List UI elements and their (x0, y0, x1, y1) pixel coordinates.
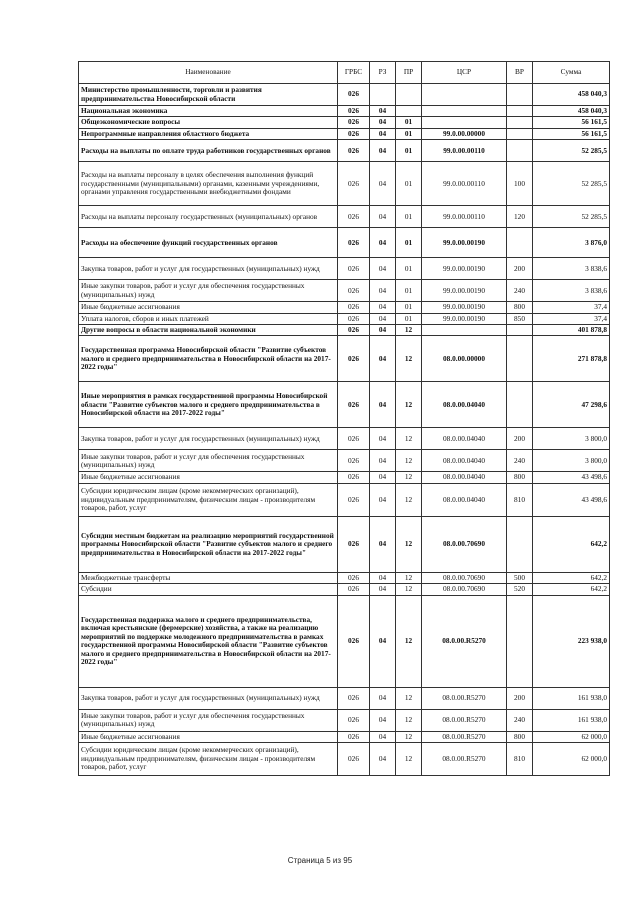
cell-name: Субсидии юридическим лицам (кроме некоммерческих организаций), индивидуальным предпринимателям, физическим лицам - производителям товаров, работ, услуг (79, 743, 338, 776)
cell-grbs: 026 (338, 743, 370, 776)
cell-sum: 52 285,5 (533, 206, 610, 228)
cell-vr: 240 (507, 280, 533, 302)
cell-sum: 3 876,0 (533, 228, 610, 258)
cell-grbs: 026 (338, 336, 370, 382)
cell-sum: 52 285,5 (533, 162, 610, 206)
table-row (79, 516, 610, 572)
cell-csr: 99.0.00.00190 (422, 258, 507, 280)
table-row (79, 428, 610, 450)
cell-vr (507, 595, 533, 687)
cell-pr: 12 (396, 325, 422, 336)
cell-pr: 12 (396, 584, 422, 595)
cell-vr (507, 516, 533, 572)
cell-csr: 08.0.00.04040 (422, 428, 507, 450)
cell-pr: 01 (396, 313, 422, 324)
cell-rz: 04 (370, 302, 396, 313)
table-row (79, 450, 610, 472)
table-row (79, 162, 610, 206)
cell-pr: 12 (396, 336, 422, 382)
cell-csr: 08.0.00.R5270 (422, 687, 507, 709)
cell-csr (422, 84, 507, 106)
cell-grbs: 026 (338, 450, 370, 472)
cell-grbs: 026 (338, 483, 370, 516)
cell-vr: 200 (507, 258, 533, 280)
cell-pr (396, 84, 422, 106)
header-vr: ВР (507, 62, 533, 84)
cell-name: Национальная экономика (79, 106, 338, 117)
cell-name: Иные закупки товаров, работ и услуг для обеспечения государственных (муниципальных) нужд (79, 280, 338, 302)
table-header-row (79, 62, 610, 84)
cell-rz: 04 (370, 687, 396, 709)
cell-rz: 04 (370, 516, 396, 572)
cell-pr: 12 (396, 450, 422, 472)
cell-sum: 642,2 (533, 584, 610, 595)
page-number: Страница 5 из 95 (287, 856, 353, 865)
cell-vr (507, 84, 533, 106)
cell-name: Государственная поддержка малого и среднего предпринимательства, включая крестьянские (фермерские) хозяйства, а также на реализацию мероприятий по поддержке молодежного предпринимательства в рамках государственной программы Новосибирской области "Развитие субъектов малого и среднего предпринимательства в Новосибирской области на 2017-2022 годы" (79, 595, 338, 687)
cell-vr: 800 (507, 302, 533, 313)
cell-grbs: 026 (338, 206, 370, 228)
cell-rz: 04 (370, 258, 396, 280)
cell-grbs: 026 (338, 140, 370, 162)
table-row (79, 743, 610, 776)
table-row (79, 140, 610, 162)
cell-csr: 99.0.00.00190 (422, 228, 507, 258)
cell-pr: 12 (396, 472, 422, 483)
table-row (79, 572, 610, 583)
cell-sum: 43 498,6 (533, 472, 610, 483)
cell-sum: 223 938,0 (533, 595, 610, 687)
cell-sum: 3 838,6 (533, 258, 610, 280)
table-row (79, 731, 610, 742)
cell-grbs: 026 (338, 106, 370, 117)
cell-csr (422, 325, 507, 336)
cell-name: Иные бюджетные ассигнования (79, 472, 338, 483)
table-row (79, 472, 610, 483)
cell-rz: 04 (370, 106, 396, 117)
cell-name: Закупка товаров, работ и услуг для государственных (муниципальных) нужд (79, 687, 338, 709)
cell-pr: 12 (396, 687, 422, 709)
cell-csr: 08.0.00.04040 (422, 450, 507, 472)
cell-csr: 08.0.00.R5270 (422, 709, 507, 731)
cell-csr: 08.0.00.R5270 (422, 743, 507, 776)
cell-vr (507, 140, 533, 162)
cell-csr: 08.0.00.70690 (422, 516, 507, 572)
cell-rz: 04 (370, 206, 396, 228)
cell-pr: 01 (396, 206, 422, 228)
cell-rz: 04 (370, 162, 396, 206)
cell-sum: 458 040,3 (533, 84, 610, 106)
header-csr: ЦСР (422, 62, 507, 84)
cell-vr: 800 (507, 472, 533, 483)
header-name: Наименование (79, 62, 338, 84)
cell-csr: 08.0.00.04040 (422, 483, 507, 516)
cell-name: Другие вопросы в области национальной экономики (79, 325, 338, 336)
cell-rz: 04 (370, 336, 396, 382)
cell-rz: 04 (370, 428, 396, 450)
cell-name: Иные мероприятия в рамках государственной программы Новосибирской области "Развитие субъектов малого и среднего предпринимательства в Новосибирской области на 2017-2022 годы" (79, 382, 338, 428)
cell-csr: 99.0.00.00190 (422, 302, 507, 313)
cell-name: Субсидии (79, 584, 338, 595)
table-row (79, 336, 610, 382)
cell-grbs: 026 (338, 228, 370, 258)
table-row (79, 313, 610, 324)
cell-rz: 04 (370, 483, 396, 516)
cell-grbs: 026 (338, 280, 370, 302)
cell-grbs: 026 (338, 731, 370, 742)
cell-name: Иные закупки товаров, работ и услуг для обеспечения государственных (муниципальных) нужд (79, 450, 338, 472)
table-row (79, 106, 610, 117)
cell-pr: 01 (396, 302, 422, 313)
cell-rz (370, 84, 396, 106)
cell-pr (396, 106, 422, 117)
cell-name: Расходы на выплаты по оплате труда работников государственных органов (79, 140, 338, 162)
cell-grbs: 026 (338, 595, 370, 687)
cell-csr: 08.0.00.70690 (422, 584, 507, 595)
cell-pr: 01 (396, 162, 422, 206)
cell-pr: 12 (396, 483, 422, 516)
cell-vr: 810 (507, 743, 533, 776)
budget-table (78, 61, 610, 776)
cell-vr: 850 (507, 313, 533, 324)
cell-name: Закупка товаров, работ и услуг для государственных (муниципальных) нужд (79, 258, 338, 280)
cell-csr: 99.0.00.00190 (422, 280, 507, 302)
cell-grbs: 026 (338, 258, 370, 280)
cell-grbs: 026 (338, 584, 370, 595)
table-body (79, 84, 610, 776)
cell-vr (507, 325, 533, 336)
cell-csr: 99.0.00.00110 (422, 140, 507, 162)
cell-sum: 161 938,0 (533, 687, 610, 709)
cell-rz: 04 (370, 572, 396, 583)
cell-csr (422, 117, 507, 128)
cell-grbs: 026 (338, 572, 370, 583)
cell-vr (507, 128, 533, 139)
cell-name: Государственная программа Новосибирской области "Развитие субъектов малого и среднего предпринимательства в Новосибирской области на 2017-2022 годы" (79, 336, 338, 382)
cell-rz: 04 (370, 709, 396, 731)
cell-grbs: 026 (338, 428, 370, 450)
cell-sum: 271 878,8 (533, 336, 610, 382)
cell-pr: 01 (396, 228, 422, 258)
cell-pr: 12 (396, 382, 422, 428)
cell-sum: 3 800,0 (533, 428, 610, 450)
table-row (79, 128, 610, 139)
cell-csr: 08.0.00.70690 (422, 572, 507, 583)
cell-pr: 01 (396, 258, 422, 280)
cell-vr (507, 228, 533, 258)
cell-grbs: 026 (338, 302, 370, 313)
cell-rz: 04 (370, 595, 396, 687)
cell-sum: 3 838,6 (533, 280, 610, 302)
header-pr: ПР (396, 62, 422, 84)
cell-rz: 04 (370, 140, 396, 162)
cell-rz: 04 (370, 472, 396, 483)
cell-sum: 47 298,6 (533, 382, 610, 428)
cell-name: Уплата налогов, сборов и иных платежей (79, 313, 338, 324)
cell-vr: 800 (507, 731, 533, 742)
cell-grbs: 026 (338, 117, 370, 128)
cell-name: Расходы на выплаты персоналу государственных (муниципальных) органов (79, 206, 338, 228)
cell-pr: 01 (396, 117, 422, 128)
cell-sum: 56 161,5 (533, 117, 610, 128)
table-row (79, 382, 610, 428)
table-row (79, 280, 610, 302)
table-row (79, 84, 610, 106)
cell-name: Иные закупки товаров, работ и услуг для обеспечения государственных (муниципальных) нужд (79, 709, 338, 731)
cell-rz: 04 (370, 117, 396, 128)
table-row (79, 325, 610, 336)
cell-rz: 04 (370, 325, 396, 336)
cell-sum: 401 878,8 (533, 325, 610, 336)
header-grbs: ГРБС (338, 62, 370, 84)
cell-grbs: 026 (338, 84, 370, 106)
cell-pr: 12 (396, 572, 422, 583)
cell-name: Иные бюджетные ассигнования (79, 731, 338, 742)
cell-csr: 99.0.00.00110 (422, 162, 507, 206)
table-row (79, 687, 610, 709)
cell-grbs: 026 (338, 516, 370, 572)
cell-csr: 08.0.00.04040 (422, 382, 507, 428)
cell-sum: 62 000,0 (533, 743, 610, 776)
cell-vr: 500 (507, 572, 533, 583)
cell-sum: 52 285,5 (533, 140, 610, 162)
cell-csr: 08.0.00.00000 (422, 336, 507, 382)
cell-grbs: 026 (338, 472, 370, 483)
cell-vr (507, 106, 533, 117)
cell-name: Субсидии юридическим лицам (кроме некоммерческих организаций), индивидуальным предпринимателям, физическим лицам - производителям товаров, работ, услуг (79, 483, 338, 516)
cell-name: Субсидии местным бюджетам на реализацию мероприятий государственной программы Новосибирской области "Развитие субъектов малого и среднего предпринимательства в Новосибирской области на 2017-2022 годы" (79, 516, 338, 572)
cell-sum: 56 161,5 (533, 128, 610, 139)
cell-vr: 200 (507, 687, 533, 709)
table-row (79, 206, 610, 228)
cell-csr: 08.0.00.R5270 (422, 731, 507, 742)
cell-vr: 240 (507, 709, 533, 731)
cell-vr (507, 336, 533, 382)
table-row (79, 709, 610, 731)
header-rz: РЗ (370, 62, 396, 84)
cell-grbs: 026 (338, 313, 370, 324)
cell-vr: 810 (507, 483, 533, 516)
table-row (79, 228, 610, 258)
cell-sum: 161 938,0 (533, 709, 610, 731)
cell-sum: 642,2 (533, 516, 610, 572)
cell-name: Министерство промышленности, торговли и развития предпринимательства Новосибирской области (79, 84, 338, 106)
cell-pr: 12 (396, 516, 422, 572)
cell-vr: 240 (507, 450, 533, 472)
cell-pr: 12 (396, 743, 422, 776)
table-row (79, 302, 610, 313)
cell-sum: 642,2 (533, 572, 610, 583)
cell-grbs: 026 (338, 687, 370, 709)
table-row (79, 584, 610, 595)
cell-sum: 458 040,3 (533, 106, 610, 117)
cell-name: Межбюджетные трансферты (79, 572, 338, 583)
cell-vr: 120 (507, 206, 533, 228)
cell-name: Общеэкономические вопросы (79, 117, 338, 128)
cell-rz: 04 (370, 743, 396, 776)
cell-grbs: 026 (338, 128, 370, 139)
table-row (79, 595, 610, 687)
cell-vr: 520 (507, 584, 533, 595)
cell-rz: 04 (370, 128, 396, 139)
table-row (79, 483, 610, 516)
cell-pr: 12 (396, 595, 422, 687)
cell-name: Иные бюджетные ассигнования (79, 302, 338, 313)
cell-sum: 3 800,0 (533, 450, 610, 472)
cell-sum: 37,4 (533, 313, 610, 324)
cell-sum: 62 000,0 (533, 731, 610, 742)
cell-pr: 12 (396, 731, 422, 742)
table-row (79, 258, 610, 280)
table-row (79, 117, 610, 128)
cell-csr: 99.0.00.00110 (422, 206, 507, 228)
cell-vr (507, 382, 533, 428)
cell-rz: 04 (370, 382, 396, 428)
cell-name: Закупка товаров, работ и услуг для государственных (муниципальных) нужд (79, 428, 338, 450)
cell-csr (422, 106, 507, 117)
cell-sum: 43 498,6 (533, 483, 610, 516)
cell-rz: 04 (370, 280, 396, 302)
cell-rz: 04 (370, 228, 396, 258)
cell-grbs: 026 (338, 709, 370, 731)
cell-name: Расходы на выплаты персоналу в целях обеспечения выполнения функций государственными (муниципальными) органами, казенными учреждениями, органами управления государственными внебюджетными фондами (79, 162, 338, 206)
cell-csr: 08.0.00.04040 (422, 472, 507, 483)
header-sum: Сумма (533, 62, 610, 84)
cell-vr: 100 (507, 162, 533, 206)
cell-pr: 12 (396, 428, 422, 450)
cell-name: Непрограммные направления областного бюджета (79, 128, 338, 139)
cell-csr: 99.0.00.00000 (422, 128, 507, 139)
cell-pr: 12 (396, 709, 422, 731)
cell-grbs: 026 (338, 382, 370, 428)
cell-pr: 01 (396, 140, 422, 162)
cell-sum: 37,4 (533, 302, 610, 313)
cell-rz: 04 (370, 584, 396, 595)
cell-vr: 200 (507, 428, 533, 450)
cell-name: Расходы на обеспечение функций государственных органов (79, 228, 338, 258)
cell-grbs: 026 (338, 162, 370, 206)
cell-rz: 04 (370, 731, 396, 742)
cell-rz: 04 (370, 450, 396, 472)
cell-csr: 99.0.00.00190 (422, 313, 507, 324)
cell-csr: 08.0.00.R5270 (422, 595, 507, 687)
cell-grbs: 026 (338, 325, 370, 336)
cell-pr: 01 (396, 280, 422, 302)
cell-vr (507, 117, 533, 128)
cell-rz: 04 (370, 313, 396, 324)
cell-pr: 01 (396, 128, 422, 139)
